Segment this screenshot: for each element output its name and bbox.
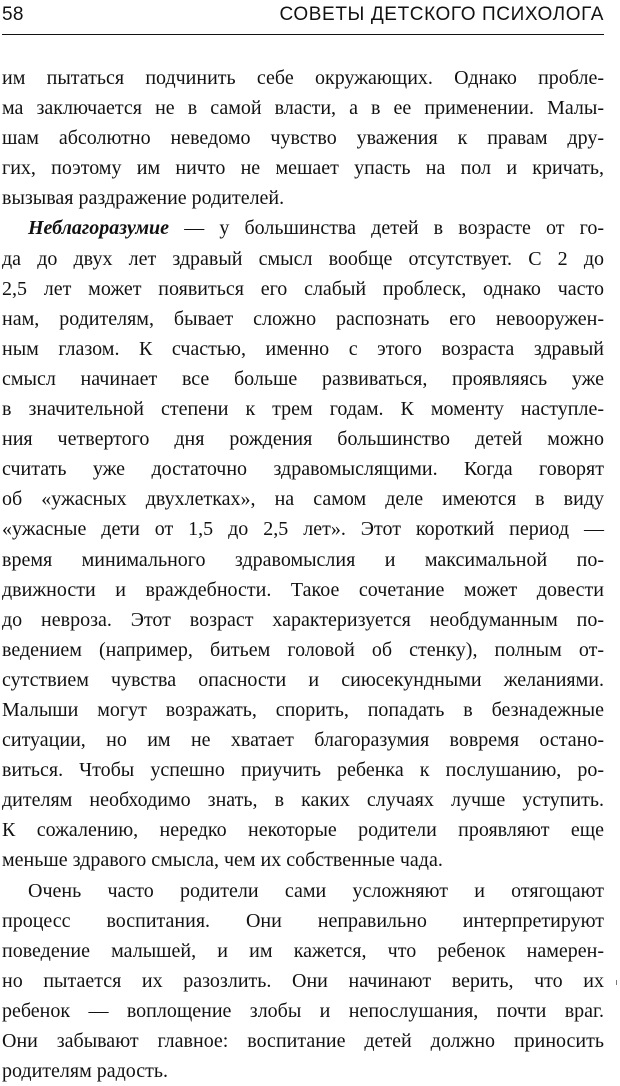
page-header	[2, 4, 604, 35]
running-title: СОВЕТЫ ДЕТСКОГО ПСИХОЛОГА	[279, 4, 604, 25]
text-line: им пытаться подчинить себе окружающих. Однако пробле-	[2, 67, 604, 89]
text-line: шам абсолютно неведомо чувство уважения к правам дру-	[2, 127, 604, 150]
term-definition: — у большинства детей в возрасте от го-	[169, 217, 604, 240]
text-line: да до двух лет здравый смысл вообще отсутствует. С 2 до	[2, 247, 604, 270]
scan-mark	[616, 980, 617, 985]
text-line: считать уже достаточно здравомыслящими. Когда говорят	[2, 458, 604, 481]
text-line: Малыши могут возражать, спорить, попадать в безнадежные	[2, 698, 604, 721]
text-line: поведение малышей, и им кажется, что ребенок намерен-	[2, 939, 604, 962]
text-line: ситуации, но им не хватает благоразумия вовремя остано-	[2, 729, 604, 752]
text-line: до невроза. Этот возраст характеризуется необдуманным по-	[2, 608, 604, 631]
text-line: нам, родителям, бывает сложно распознать его невооружен-	[2, 307, 604, 330]
text-line: движности и враждебности. Такое сочетание может довести	[2, 578, 604, 601]
page-number: 58	[2, 4, 24, 25]
text-line: «ужасные дети от 1,5 до 2,5 лет». Этот короткий период —	[2, 518, 604, 541]
text-line: ведением (например, битьем головой об стенку), полным от-	[2, 638, 604, 661]
text-line: 2,5 лет может появиться его слабый проблеск, однако часто	[2, 277, 604, 300]
text-line: ребенок — воплощение злобы и непослушания, почти враг.	[2, 999, 604, 1022]
text-line: вызывая раздражение родителей.	[2, 187, 285, 210]
term-neblagorazumie: Неблагоразумие	[28, 217, 170, 240]
text-line: ма заключается не в самой власти, а в ее применении. Малы-	[2, 97, 604, 120]
text-line: но пытается их разозлить. Они начинают верить, что их	[2, 969, 604, 992]
text-line: Они забывают главное: воспитание детей должно приносить	[2, 1030, 604, 1052]
text-line: в значительной степени к трем годам. К моменту наступле-	[2, 398, 604, 421]
text-line: процесс воспитания. Они неправильно интерпретируют	[2, 909, 604, 932]
text-line: виться. Чтобы успешно приучить ребенка к послушанию, ро-	[2, 759, 604, 782]
text-line: об «ужасных двухлетках», на самом деле имеются в виду	[2, 488, 604, 511]
text-line: родителям радость.	[2, 1060, 169, 1083]
text-line: гих, поэтому им ничто не мешает упасть на пол и кричать,	[2, 157, 604, 180]
text-line: К сожалению, нередко некоторые родители проявляют еще	[2, 819, 604, 842]
text-line: ния четвертого дня рождения большинство детей можно	[2, 428, 604, 451]
text-line-term	[2, 213, 604, 243]
text-line: сутствием чувства опасности и сиюсекундными желаниями.	[2, 668, 604, 691]
text-line: Очень часто родители сами усложняют и отягощают	[28, 879, 604, 902]
text-line: меньше здравого смысла, чем их собственные чада.	[2, 849, 443, 872]
body-text	[2, 63, 604, 1086]
text-line: дителям необходимо знать, в каких случаях лучше уступить.	[2, 789, 604, 812]
text-line: ным глазом. К счастью, именно с этого возраста здравый	[2, 337, 604, 360]
text-line: смысл начинает все больше развиваться, проявляясь уже	[2, 367, 604, 390]
text-line: время минимального здравомыслия и максимальной по-	[2, 548, 604, 571]
